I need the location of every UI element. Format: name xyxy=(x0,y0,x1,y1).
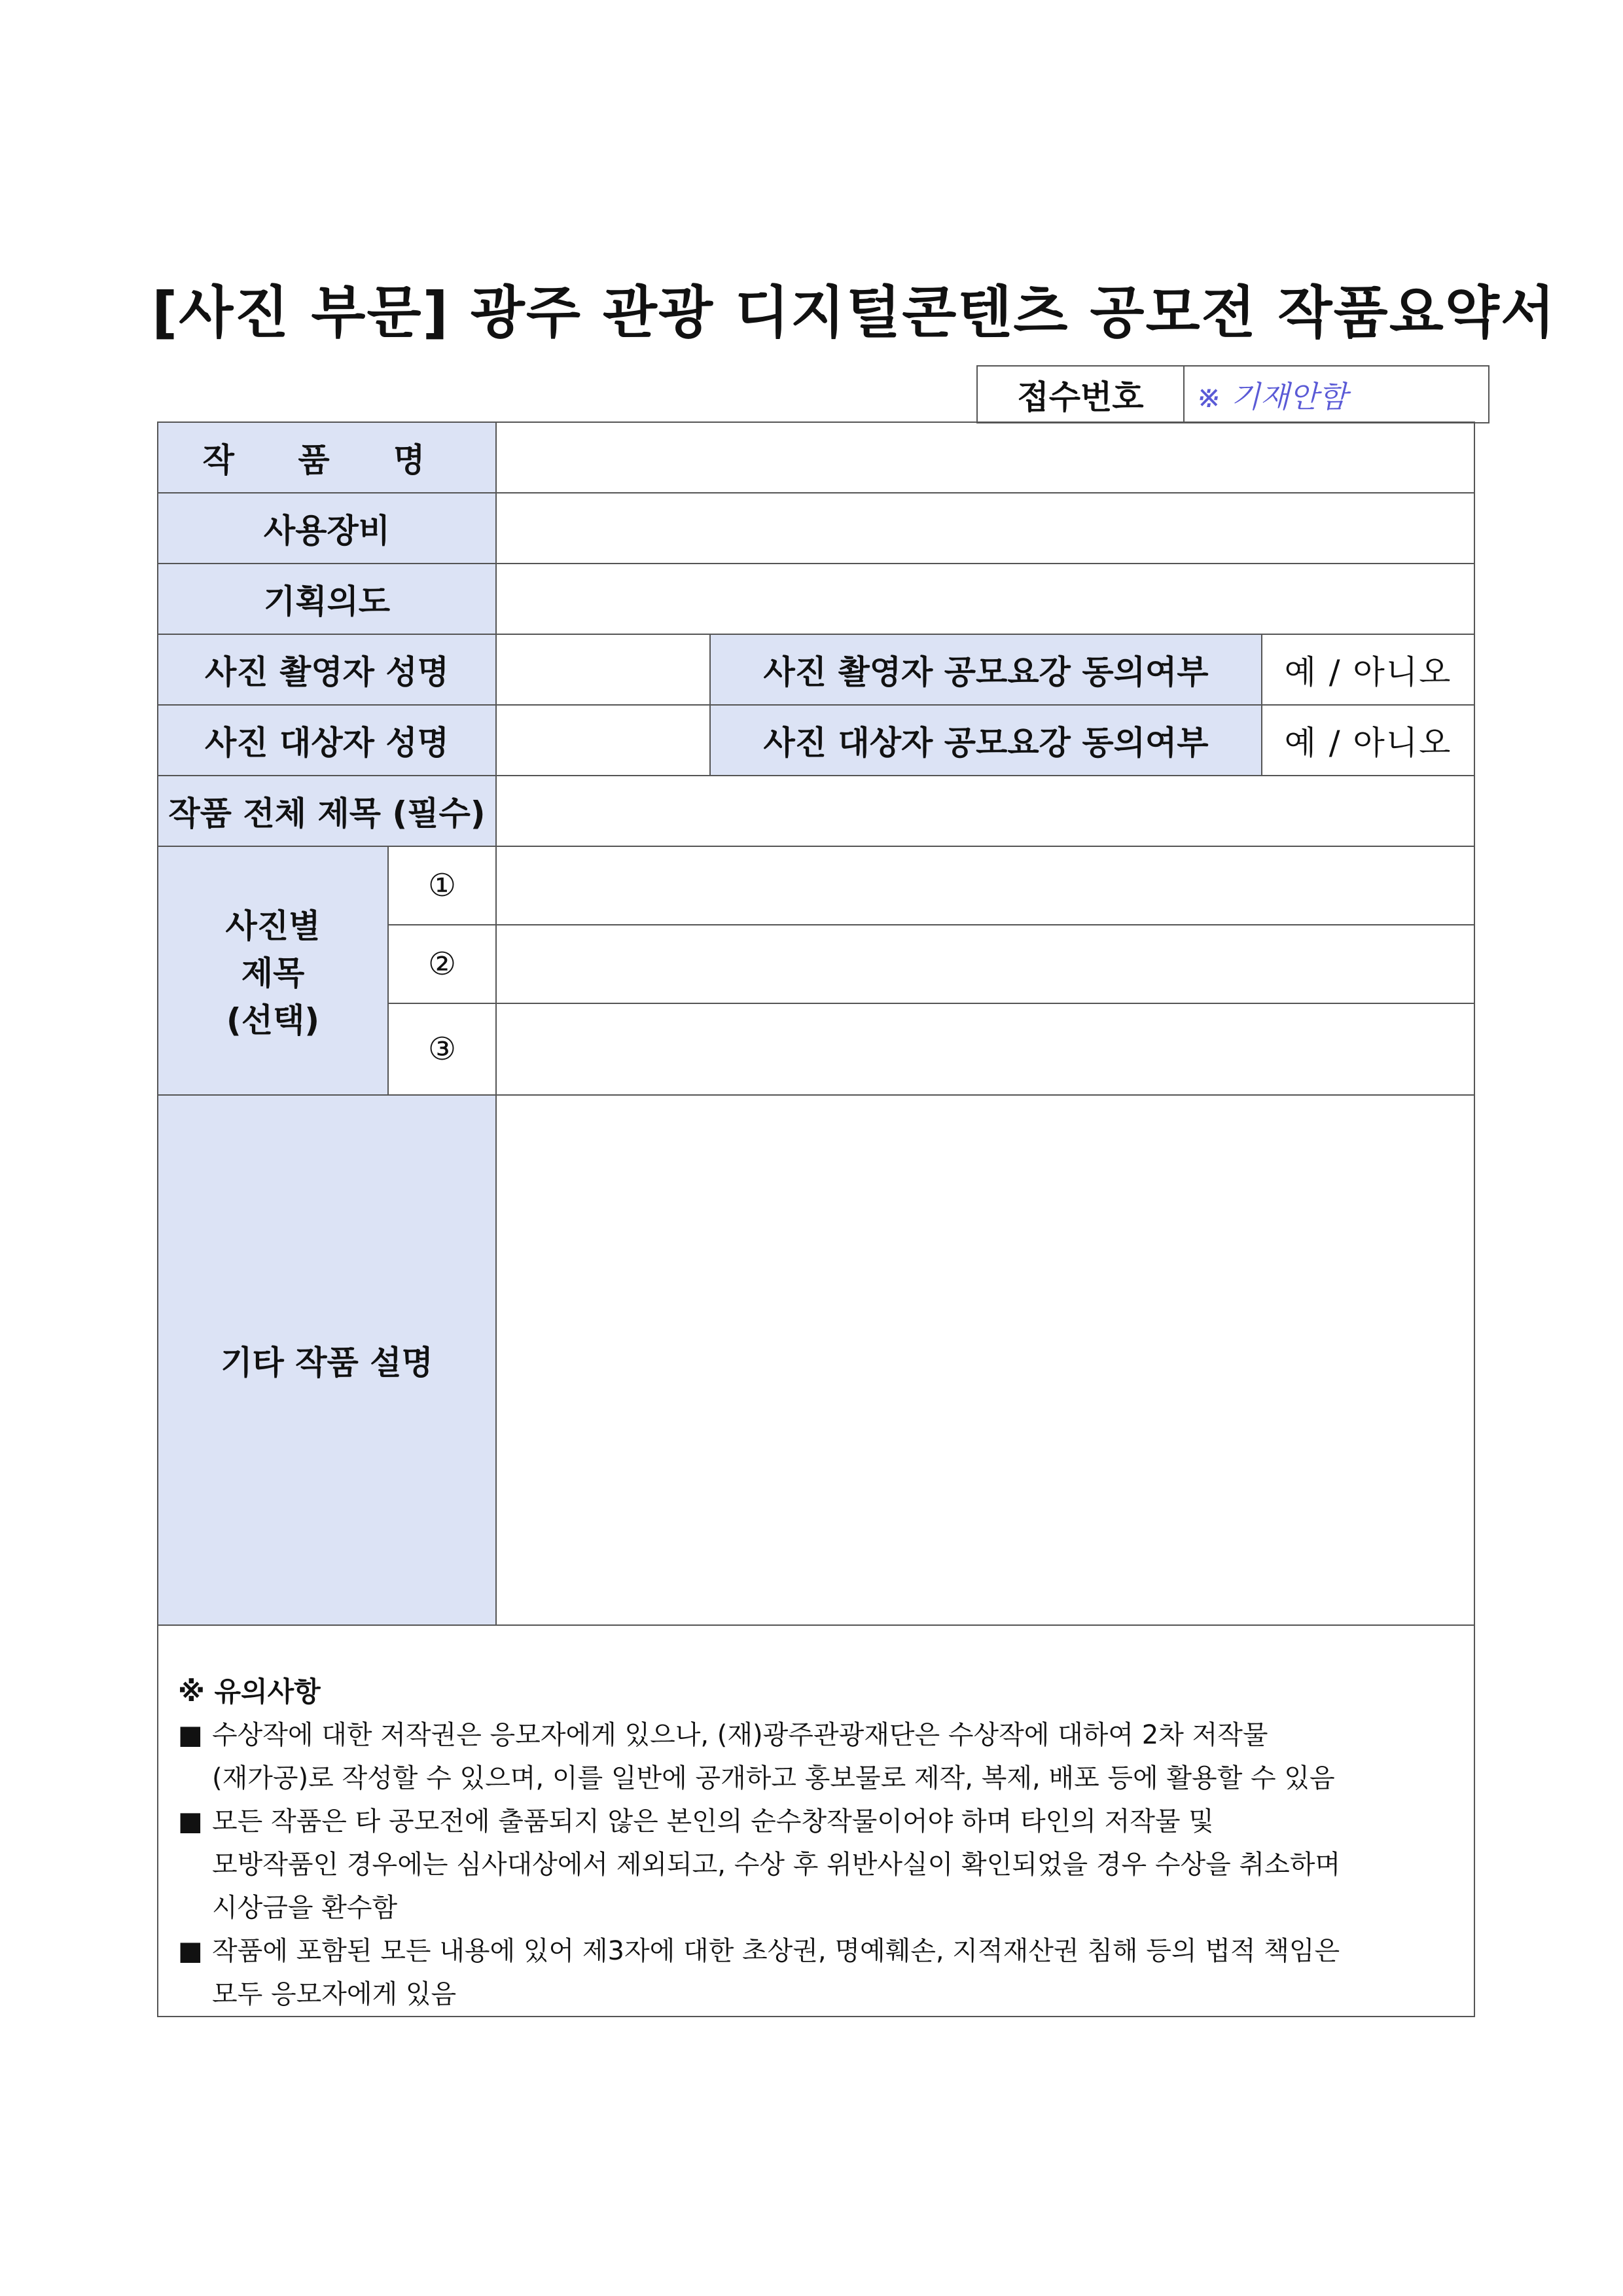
bullet-icon: ■ xyxy=(178,1806,203,1837)
subject-consent-field[interactable]: 예 / 아니오 xyxy=(1262,705,1474,776)
photographer-consent-field[interactable]: 예 / 아니오 xyxy=(1262,634,1474,705)
notes-section xyxy=(158,1625,1474,2017)
other-description-label: 기타 작품 설명 xyxy=(158,1095,496,1625)
note-line: 수상작에 대한 저작권은 응모자에게 있으나, (재)광주관광재단은 수상작에 대하여 2차 저작물 xyxy=(212,1720,1268,1750)
note-item xyxy=(178,1800,1453,1929)
note-line: 모두 응모자에게 있음 xyxy=(212,1979,457,2009)
note-item xyxy=(178,1929,1453,2016)
receipt-number-field[interactable]: ※ 기재안함 xyxy=(1184,366,1489,423)
photo-title-1-field[interactable] xyxy=(496,846,1474,925)
subject-name-field[interactable] xyxy=(496,705,710,776)
per-photo-title-line-2: 제목 xyxy=(241,954,305,992)
bullet-icon: ■ xyxy=(178,1720,203,1750)
receipt-number-table xyxy=(976,365,1489,423)
equipment-field[interactable] xyxy=(496,493,1474,564)
per-photo-title-line-3: (선택) xyxy=(226,1001,320,1039)
per-photo-title-label xyxy=(158,846,388,1095)
photographer-consent-label: 사진 촬영자 공모요강 동의여부 xyxy=(710,634,1262,705)
note-line: (재가공)로 작성할 수 있으며, 이를 일반에 공개하고 홍보물로 제작, 복제, 배포 등에 활용할 수 있음 xyxy=(212,1763,1335,1793)
photographer-name-label: 사진 촬영자 성명 xyxy=(158,634,496,705)
bullet-icon: ■ xyxy=(178,1936,203,1966)
note-line: 시상금을 환수함 xyxy=(212,1893,398,1923)
equipment-label: 사용장비 xyxy=(158,493,496,564)
receipt-number-label: 접수번호 xyxy=(977,366,1184,423)
photo-number-1: ① xyxy=(388,846,496,925)
photo-number-2: ② xyxy=(388,925,496,1003)
work-name-field[interactable] xyxy=(496,422,1474,493)
note-line: 작품에 포함된 모든 내용에 있어 제3자에 대한 초상권, 명예훼손, 지적재산권 침해 등의 법적 책임은 xyxy=(212,1936,1340,1966)
notes-heading: ※ 유의사항 xyxy=(178,1676,321,1708)
note-line: 모방작품인 경우에는 심사대상에서 제외되고, 수상 후 위반사실이 확인되었을 경우 수상을 취소하며 xyxy=(212,1850,1341,1880)
note-line: 모든 작품은 타 공모전에 출품되지 않은 본인의 순수창작물이어야 하며 타인의 저작물 및 xyxy=(212,1806,1214,1837)
photo-title-2-field[interactable] xyxy=(496,925,1474,1003)
per-photo-title-line-1: 사진별 xyxy=(225,907,321,945)
photographer-name-field[interactable] xyxy=(496,634,710,705)
intent-label: 기획의도 xyxy=(158,564,496,634)
overall-title-label: 작품 전체 제목 (필수) xyxy=(158,776,496,846)
subject-consent-label: 사진 대상자 공모요강 동의여부 xyxy=(710,705,1262,776)
work-name-label: 작 품 명 xyxy=(158,422,496,493)
overall-title-field[interactable] xyxy=(496,776,1474,846)
photo-title-3-field[interactable] xyxy=(496,1003,1474,1095)
intent-field[interactable] xyxy=(496,564,1474,634)
summary-form-table xyxy=(157,422,1475,2017)
photo-number-3: ③ xyxy=(388,1003,496,1095)
subject-name-label: 사진 대상자 성명 xyxy=(158,705,496,776)
other-description-field[interactable] xyxy=(496,1095,1474,1625)
note-item xyxy=(178,1713,1453,1800)
page-title: [사진 부문] 광주 관광 디지털콘텐츠 공모전 작품요약서 xyxy=(152,280,1556,346)
